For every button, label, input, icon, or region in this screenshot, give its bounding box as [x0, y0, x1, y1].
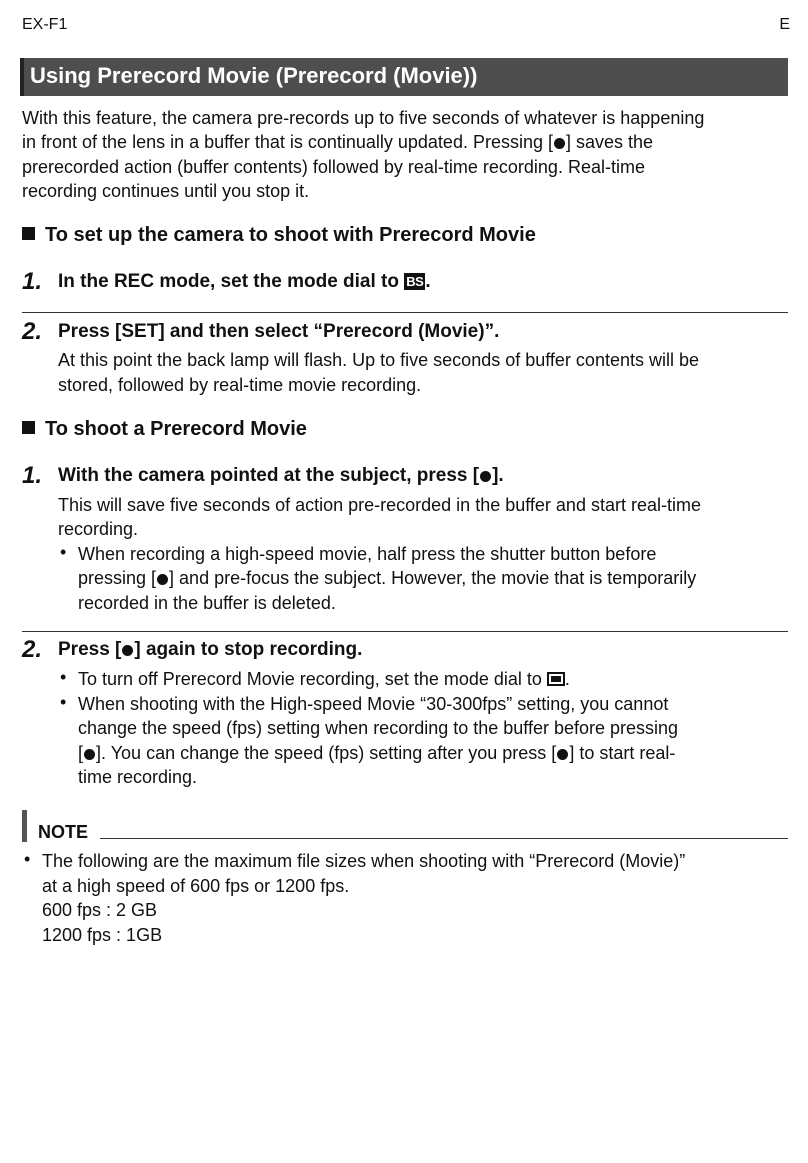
bullet-marker: • — [60, 692, 67, 712]
shoot-step-1-bullet-line-2: pressing [ ] and pre-focus the subject. However, the movie that is temporarily — [78, 568, 697, 588]
intro-line-1: With this feature, the camera pre-records up to five seconds of whatever is happening — [22, 108, 705, 128]
setup-step-2-number: 2. — [22, 318, 43, 345]
square-bullet-icon — [22, 227, 35, 240]
setup-step-2-detail-2: stored, followed by real-time movie recording. — [58, 375, 422, 395]
step-divider — [22, 631, 788, 632]
record-button-icon — [84, 749, 95, 760]
model-name: EX-F1 — [22, 16, 68, 33]
note-bar-icon — [22, 810, 27, 842]
setup-step-1-text: In the REC mode, set the mode dial to BS . — [58, 271, 431, 292]
note-line-3: 600 fps : 2 GB — [42, 900, 158, 920]
note-divider — [100, 838, 788, 839]
shoot-step-1-bullet-line-1: When recording a high-speed movie, half press the shutter button before — [78, 544, 657, 564]
note-line-1: The following are the maximum file sizes when shooting with “Prerecord (Movie)” — [42, 851, 686, 871]
bullet-marker: • — [24, 849, 31, 869]
shoot-step-2-bullet-2-line-1: When shooting with the High-speed Movie “30-300fps” setting, you cannot — [78, 694, 669, 714]
page-title: Using Prerecord Movie (Prerecord (Movie)) — [30, 63, 478, 88]
setup-heading: To set up the camera to shoot with Prerecord Movie — [22, 224, 536, 247]
note-label: NOTE — [38, 822, 89, 842]
best-shot-icon: BS — [406, 274, 424, 289]
intro-line-3: prerecorded action (buffer contents) followed by real-time recording. Real-time — [22, 157, 645, 177]
record-button-icon — [557, 749, 568, 760]
shoot-step-1-number: 1. — [22, 462, 43, 489]
shoot-step-2-bullet-2-line-4: time recording. — [78, 767, 198, 787]
shoot-step-2-bullet-2-line-2: change the speed (fps) setting when recording to the buffer before pressing — [78, 718, 679, 738]
note-line-2: at a high speed of 600 fps or 1200 fps. — [42, 876, 350, 896]
shoot-step-2-bullet-1: To turn off Prerecord Movie recording, set the mode dial to . — [78, 669, 570, 689]
movie-mode-icon — [547, 672, 565, 686]
bullet-marker: • — [60, 542, 67, 562]
setup-step-2-detail-1: At this point the back lamp will flash. Up to five seconds of buffer contents will be — [58, 350, 699, 370]
setup-step-1-number: 1. — [22, 268, 43, 295]
shoot-step-1-detail-2: recording. — [58, 519, 139, 539]
note-line-4: 1200 fps : 1GB — [42, 925, 163, 945]
record-button-icon — [122, 645, 133, 656]
bullet-marker: • — [60, 667, 67, 687]
shoot-heading: To shoot a Prerecord Movie — [22, 418, 307, 441]
record-button-icon — [480, 471, 491, 482]
shoot-step-1-bullet-line-3: recorded in the buffer is deleted. — [78, 593, 336, 613]
shoot-step-1-detail-1: This will save five seconds of action pre-recorded in the buffer and start real-time — [58, 495, 701, 515]
language-marker: E — [779, 16, 790, 33]
section-title-bar — [20, 58, 788, 96]
intro-line-2: in front of the lens in a buffer that is continually updated. Pressing [ ] saves the — [22, 132, 654, 152]
intro-line-4: recording continues until you stop it. — [22, 181, 310, 201]
shoot-step-2-bullet-2-line-3: [ ]. You can change the speed (fps) setting after you press [ ] to start real- — [78, 743, 676, 763]
square-bullet-icon — [22, 421, 35, 434]
step-divider — [22, 312, 788, 313]
shoot-step-2-number: 2. — [22, 636, 43, 663]
record-button-icon — [554, 138, 565, 149]
shoot-step-2-text: Press [ ] again to stop recording. — [58, 639, 363, 660]
setup-step-2-text: Press [SET] and then select “Prerecord (Movie)”. — [58, 321, 500, 342]
record-button-icon — [157, 574, 168, 585]
shoot-step-1-text: With the camera pointed at the subject, press [ ]. — [58, 465, 504, 486]
